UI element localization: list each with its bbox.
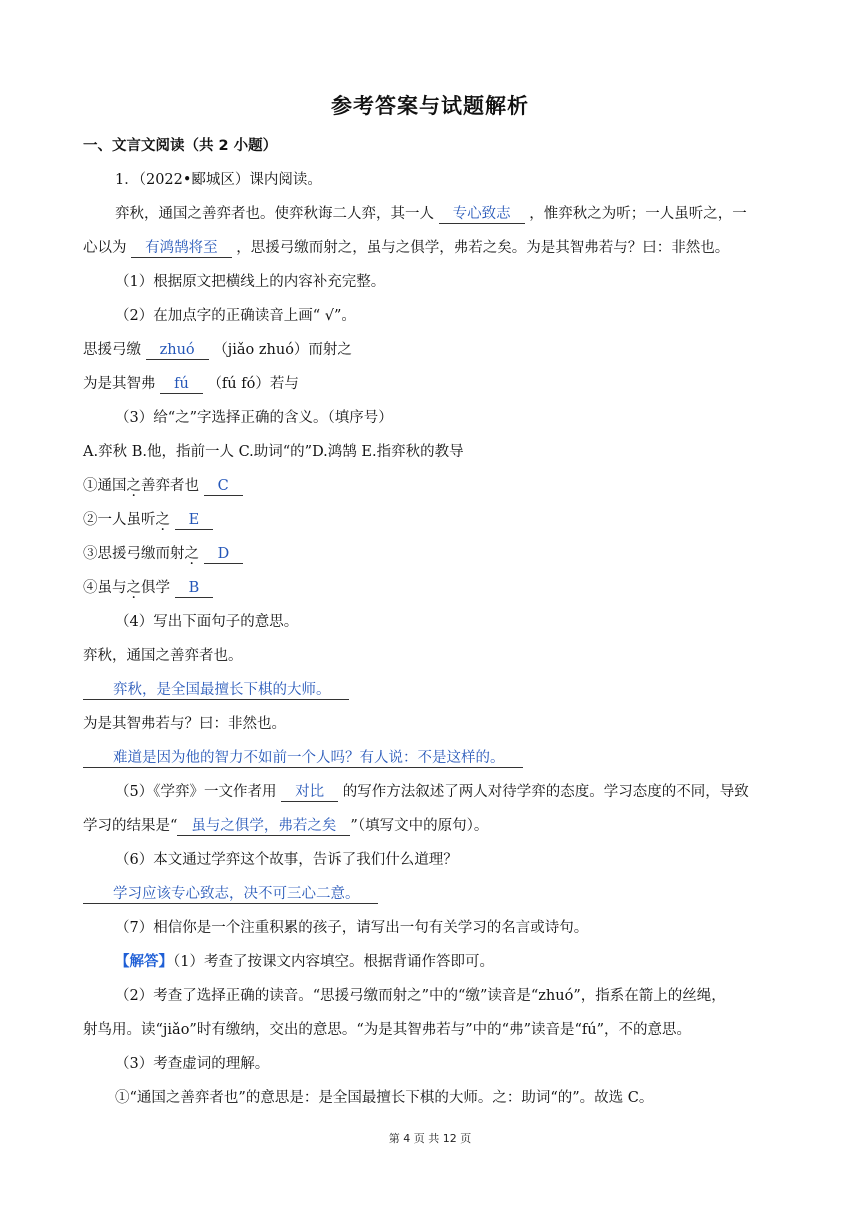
question-text: ”（填写文中的原句）。 [350, 818, 489, 834]
passage-line-2 [83, 238, 783, 258]
question-5-line-1 [115, 782, 815, 802]
dotted-char: 之 [155, 512, 170, 528]
section-heading: 一、文言文阅读（共 2 小题） [83, 138, 278, 154]
question-text: 学习的结果是“ [83, 818, 178, 834]
question-text: （fú fó）若与 [207, 376, 299, 392]
question-4: （4）写出下面句子的意思。 [115, 614, 299, 630]
pinyin-line-1 [83, 340, 783, 360]
analysis-line-4: （3）考查虚词的理解。 [115, 1056, 270, 1072]
q4-answer-1 [83, 680, 783, 700]
analysis-tag: 【解答】 [115, 953, 173, 970]
passage-line-1 [115, 204, 815, 224]
question-text: 为是其智弗 [83, 376, 156, 392]
question-text: （5）《学弈》一文作者用 [115, 784, 277, 800]
answer-blank: 弈秋，是全国最擅长下棋的大师。 [83, 681, 349, 700]
answer-blank: 难道是因为他的智力不如前一个人吗？有人说：不是这样的。 [83, 749, 523, 768]
passage-text: ，惟弈秋之为听；一人虽听之，一 [529, 206, 747, 222]
q6-answer [83, 884, 783, 904]
pinyin-line-2 [83, 374, 783, 394]
passage-text: 弈秋，通国之善弈者也。使弈秋诲二人弈，其一人 [115, 206, 434, 222]
answer-blank: E [175, 511, 214, 530]
analysis-line-5: ①“通国之善弈者也”的意思是：是全国最擅长下棋的大师。之：助词“的”。故选 C。 [115, 1090, 654, 1106]
answer-blank: 学习应该专心致志，决不可三心二意。 [83, 885, 378, 904]
question-2: （2）在加点字的正确读音上画“ √”。 [115, 308, 356, 324]
q4-sentence-2: 为是其智弗若与？曰：非然也。 [83, 716, 286, 732]
item-text: ②一人虽听 [83, 512, 156, 528]
question-header: 1．（2022•郾城区）课内阅读。 [115, 172, 322, 188]
question-3: （3）给“之”字选择正确的含义。（填序号） [115, 410, 393, 426]
dotted-char: 之 [184, 546, 199, 562]
q3-item [83, 510, 783, 530]
question-5-line-2 [83, 816, 783, 836]
answer-blank: 有鸿鹄将至 [131, 239, 232, 258]
item-text: ③思援弓缴而射 [83, 546, 185, 562]
q4-answer-2 [83, 748, 783, 768]
answer-blank: C [204, 477, 243, 496]
item-text: ①通国 [83, 478, 127, 494]
answer-blank: 专心致志 [439, 205, 525, 224]
answer-blank: zhuó [146, 341, 209, 360]
question-text: （jiǎo zhuó）而射之 [213, 342, 352, 358]
item-text: 善弈者也 [141, 478, 199, 494]
question-1: （1）根据原文把横线上的内容补充完整。 [115, 274, 386, 290]
answer-blank: 虽与之俱学，弗若之矣 [177, 817, 350, 836]
question-text: 的写作方法叙述了两人对待学弈的态度。学习态度的不同，导致 [342, 784, 749, 800]
passage-text: 心以为 [83, 240, 127, 256]
page-title: 参考答案与试题解析 [331, 94, 529, 118]
dotted-char: 之 [126, 580, 141, 596]
analysis-text: （1）考查了按课文内容填空。根据背诵作答即可。 [173, 954, 494, 970]
analysis-line-2: （2）考查了选择正确的读音。“思援弓缴而射之”中的“缴”读音是“zhuó”，指系在箭上的丝绳， [115, 988, 726, 1004]
question-6: （6）本文通过学弈这个故事，告诉了我们什么道理？ [115, 852, 458, 868]
answer-blank: B [175, 579, 214, 598]
passage-text: ，思援弓缴而射之，虽与之俱学，弗若之矣。为是其智弗若与？曰：非然也。 [236, 240, 730, 256]
q3-item [83, 544, 783, 564]
q3-item [83, 578, 783, 598]
answer-blank: D [204, 545, 244, 564]
q3-item [83, 476, 783, 496]
question-text: 思援弓缴 [83, 342, 141, 358]
item-text: ④虽与 [83, 580, 127, 596]
page-footer: 第 4 页 共 12 页 [388, 1132, 472, 1145]
question-7: （7）相信你是一个注重积累的孩子，请写出一句有关学习的名言或诗句。 [115, 920, 589, 936]
analysis-line-1 [115, 952, 815, 972]
question-3-options: A.弈秋 B.他，指前一人 C.助词“的”D.鸿鹄 E.指弈秋的教导 [83, 444, 464, 460]
item-text: 俱学 [141, 580, 170, 596]
dotted-char: 之 [126, 478, 141, 494]
q4-sentence-1: 弈秋，通国之善弈者也。 [83, 648, 243, 664]
analysis-line-3: 射鸟用。读“jiǎo”时有缴纳，交出的意思。“为是其智弗若与”中的“弗”读音是“fú”，不的意思。 [83, 1022, 692, 1038]
answer-blank: fú [160, 375, 203, 394]
answer-blank: 对比 [281, 783, 338, 802]
